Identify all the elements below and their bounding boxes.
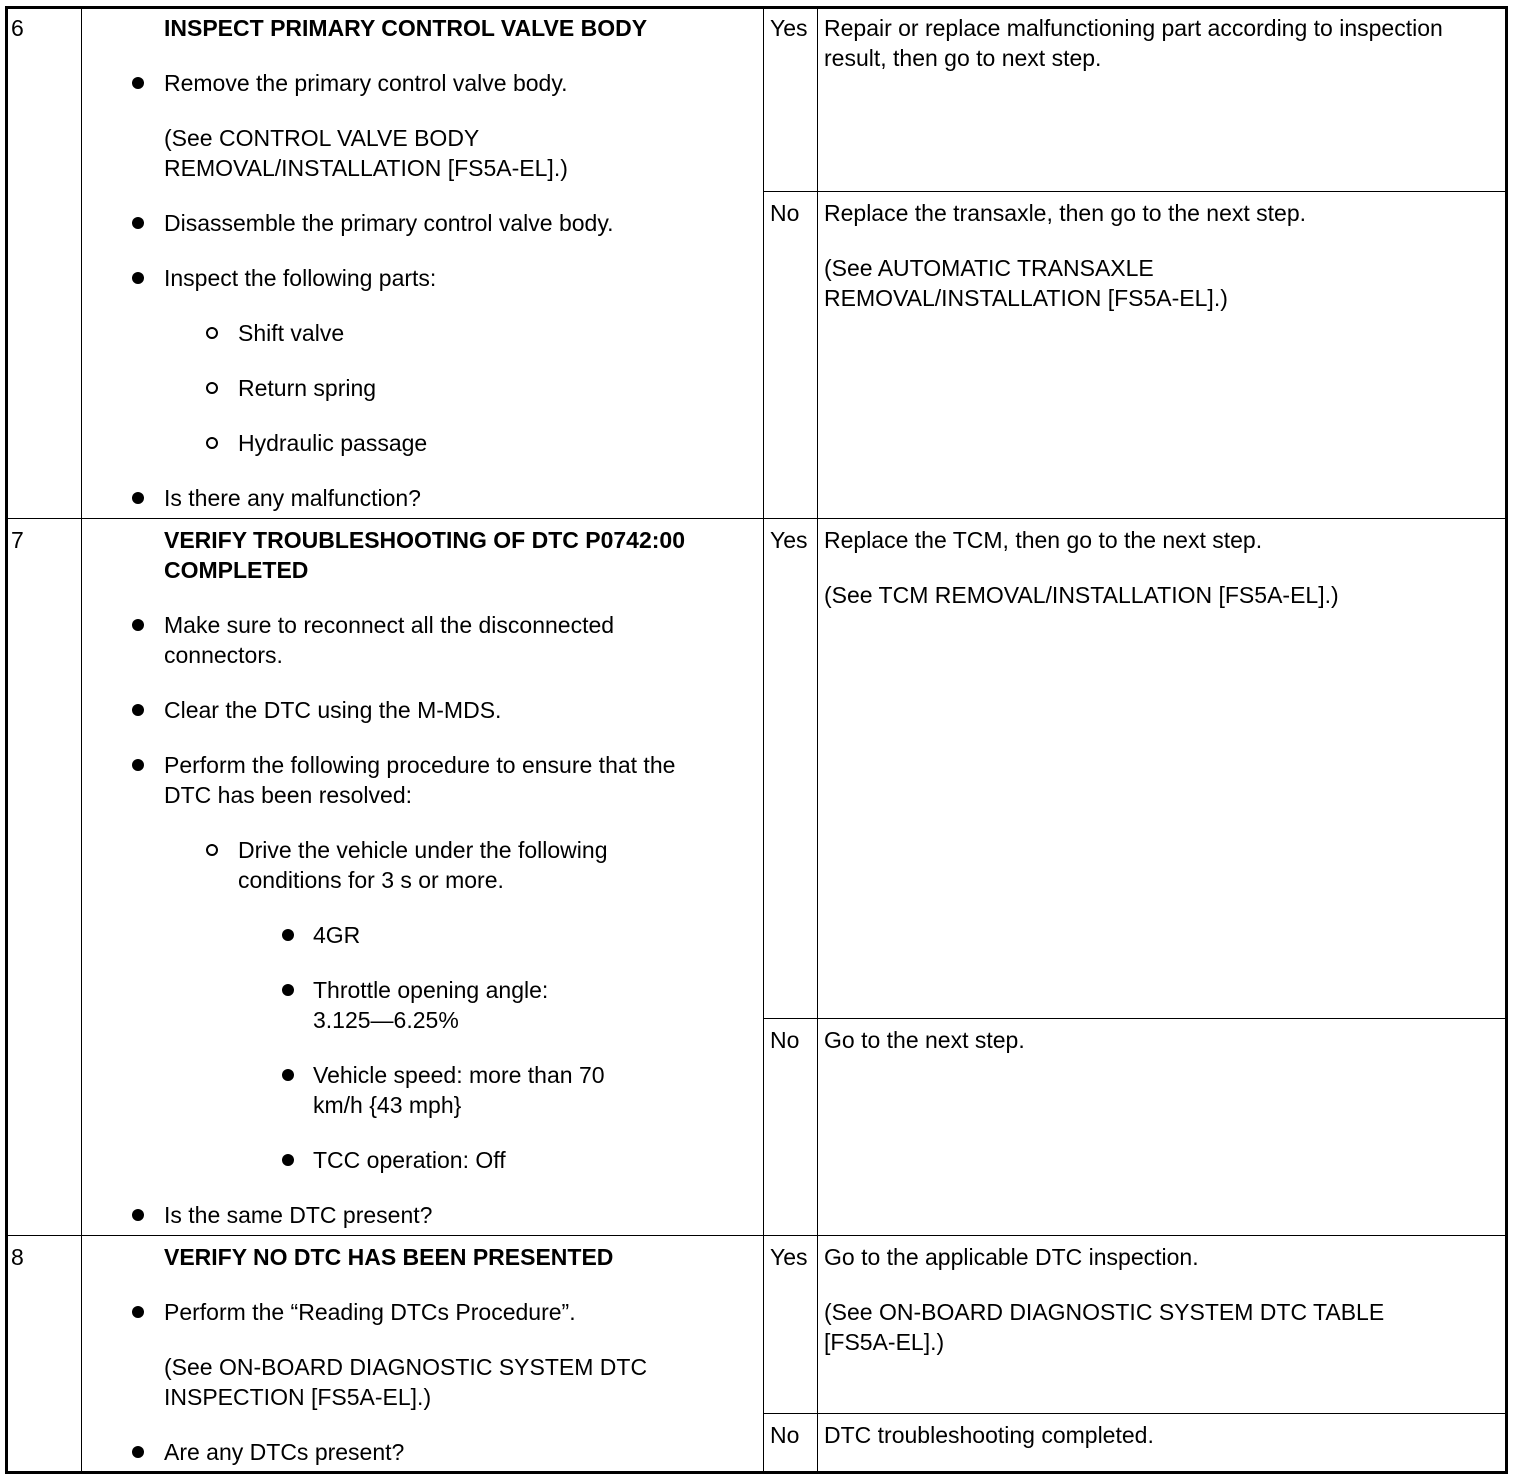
step-number: 7 — [11, 527, 24, 553]
bullet-icon — [282, 1154, 294, 1166]
row-divider-7 — [5, 518, 1508, 519]
bullet-icon — [132, 704, 144, 716]
yes-action-line: (See ON-BOARD DIAGNOSTIC SYSTEM DTC TABLE — [824, 1299, 1385, 1325]
bullet-icon — [282, 1069, 294, 1081]
no-action-line: Replace the transaxle, then go to the next step. — [824, 200, 1307, 226]
step-item: DTC has been resolved: — [164, 782, 413, 808]
split-divider-6 — [763, 191, 1508, 192]
step-subitem: conditions for 3 s or more. — [238, 867, 504, 893]
yes-action-line: result, then go to next step. — [824, 45, 1102, 71]
yes-action-line: Go to the applicable DTC inspection. — [824, 1244, 1199, 1270]
yes-action-line: (See TCM REMOVAL/INSTALLATION [FS5A-EL].) — [824, 582, 1339, 608]
step-subsubitem: TCC operation: Off — [313, 1147, 506, 1173]
step-subitem: Return spring — [238, 375, 377, 401]
step-subsubitem: km/h {43 mph} — [313, 1092, 462, 1118]
step-subitem: Drive the vehicle under the following — [238, 837, 608, 863]
step-item: Are any DTCs present? — [164, 1439, 405, 1465]
step-subsubitem: 3.125—6.25% — [313, 1007, 459, 1033]
step-item: Remove the primary control valve body. — [164, 70, 568, 96]
step-item: Clear the DTC using the M-MDS. — [164, 697, 502, 723]
step-title-line: VERIFY TROUBLESHOOTING OF DTC P0742:00 — [164, 527, 686, 553]
split-divider-8 — [763, 1413, 1508, 1414]
no-action-line: DTC troubleshooting completed. — [824, 1422, 1154, 1448]
table-border-left — [5, 6, 8, 1474]
step-subsubitem: Vehicle speed: more than 70 — [313, 1062, 605, 1088]
bullet-icon — [132, 77, 144, 89]
bullet-icon — [282, 984, 294, 996]
step-item: INSPECTION [FS5A-EL].) — [164, 1384, 432, 1410]
sub-bullet-icon — [206, 382, 218, 394]
yes-action-line: Replace the TCM, then go to the next step. — [824, 527, 1263, 553]
no-label: No — [770, 1422, 800, 1448]
step-item: Inspect the following parts: — [164, 265, 437, 291]
column-divider-action — [763, 6, 764, 1474]
table-border-right — [1505, 6, 1508, 1474]
column-divider-result — [817, 6, 818, 1474]
step-item: Make sure to reconnect all the disconnected — [164, 612, 615, 638]
no-action-line: REMOVAL/INSTALLATION [FS5A-EL].) — [824, 285, 1228, 311]
bullet-icon — [132, 1209, 144, 1221]
step-item: (See ON-BOARD DIAGNOSTIC SYSTEM DTC — [164, 1354, 648, 1380]
column-divider-step — [81, 6, 82, 1474]
step-item: Is there any malfunction? — [164, 485, 421, 511]
no-action-line: (See AUTOMATIC TRANSAXLE — [824, 255, 1154, 281]
step-item: Disassemble the primary control valve body. — [164, 210, 614, 236]
step-number: 8 — [11, 1244, 24, 1270]
step-item: connectors. — [164, 642, 283, 668]
bullet-icon — [132, 272, 144, 284]
bullet-icon — [132, 759, 144, 771]
step-item: Perform the “Reading DTCs Procedure”. — [164, 1299, 576, 1325]
step-subsubitem: 4GR — [313, 922, 361, 948]
sub-bullet-icon — [206, 437, 218, 449]
row-divider-8 — [5, 1235, 1508, 1236]
yes-label: Yes — [770, 527, 808, 553]
bullet-icon — [132, 492, 144, 504]
step-title: VERIFY NO DTC HAS BEEN PRESENTED — [164, 1244, 614, 1270]
table-border-top — [5, 6, 1508, 9]
step-title-line: COMPLETED — [164, 557, 309, 583]
step-subitem: Hydraulic passage — [238, 430, 428, 456]
no-label: No — [770, 1027, 800, 1053]
yes-action-line: [FS5A-EL].) — [824, 1329, 945, 1355]
bullet-icon — [132, 619, 144, 631]
yes-action-line: Repair or replace malfunctioning part according to inspection — [824, 15, 1443, 41]
step-item: REMOVAL/INSTALLATION [FS5A-EL].) — [164, 155, 568, 181]
step-item: Perform the following procedure to ensure that the — [164, 752, 676, 778]
step-number: 6 — [11, 15, 24, 41]
no-action-line: Go to the next step. — [824, 1027, 1025, 1053]
step-subitem: Shift valve — [238, 320, 345, 346]
split-divider-7 — [763, 1018, 1508, 1019]
bullet-icon — [282, 929, 294, 941]
step-subsubitem: Throttle opening angle: — [313, 977, 549, 1003]
step-title: INSPECT PRIMARY CONTROL VALVE BODY — [164, 15, 648, 41]
no-label: No — [770, 200, 800, 226]
step-item: Is the same DTC present? — [164, 1202, 433, 1228]
yes-label: Yes — [770, 1244, 808, 1270]
bullet-icon — [132, 217, 144, 229]
sub-bullet-icon — [206, 844, 218, 856]
yes-label: Yes — [770, 15, 808, 41]
step-item: (See CONTROL VALVE BODY — [164, 125, 480, 151]
sub-bullet-icon — [206, 327, 218, 339]
table-border-bottom — [5, 1471, 1508, 1474]
bullet-icon — [132, 1446, 144, 1458]
bullet-icon — [132, 1306, 144, 1318]
